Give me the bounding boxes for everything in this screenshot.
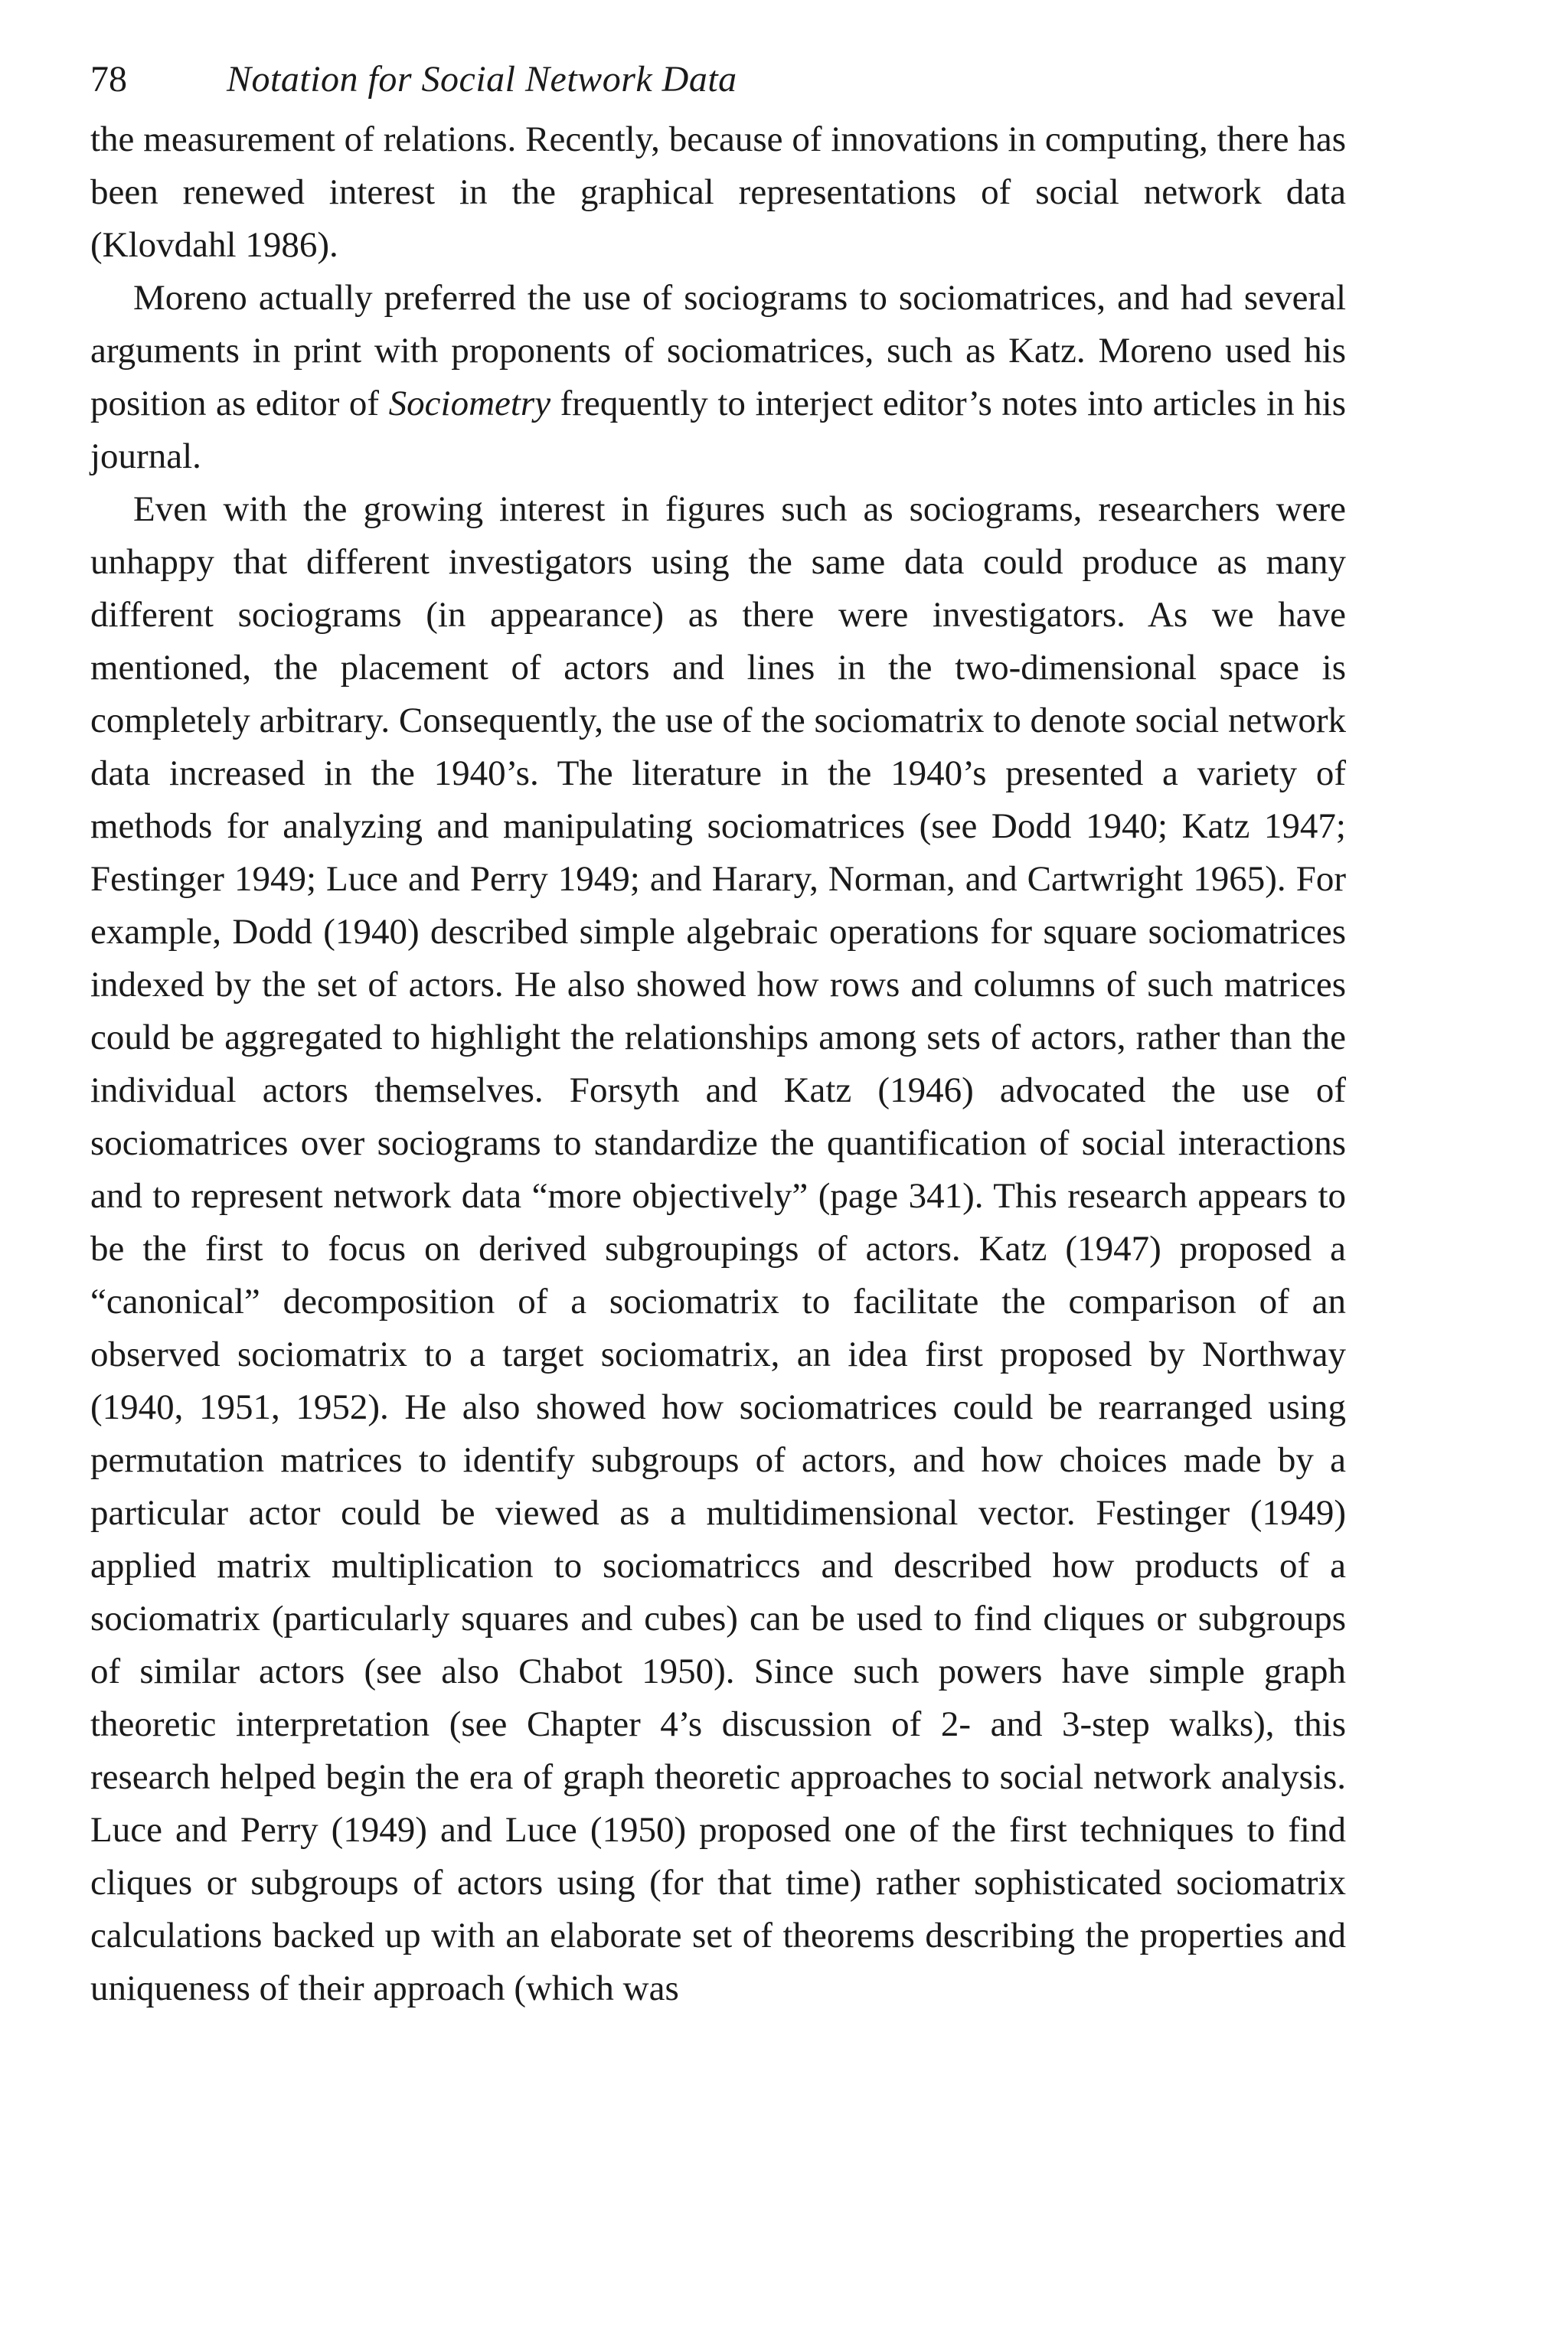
paragraph-moreno-text-before: Moreno actually preferred the use of sociograms to sociomatrices, and had several arguments in print with proponents of sociomatrices, such as Katz. Moreno used his position as editor of — [90, 278, 1346, 423]
journal-title-sociometry: Sociometry — [388, 384, 551, 423]
body-text — [90, 113, 1346, 2015]
paragraph-moreno — [90, 272, 1346, 483]
paragraph-sociomatrix-history: Even with the growing interest in figures such as sociograms, researchers were unhappy that different investigators using the same data could produce as many different sociograms (in appearance) as there were investigators. As we have mentioned, the placement of actors and lines in the two-dimensional space is completely arbitrary. Consequently, the use of the sociomatrix to denote social network data increased in the 1940’s. The literature in the 1940’s presented a variety of methods for analyzing and manipulating sociomatrices (see Dodd 1940; Katz 1947; Festinger 1949; Luce and Perry 1949; and Harary, Norman, and Cartwright 1965). For example, Dodd (1940) described simple algebraic operations for square sociomatrices indexed by the set of actors. He also showed how rows and columns of such matrices could be aggregated to highlight the relationships among sets of actors, rather than the individual actors themselves. Forsyth and Katz (1946) advocated the use of sociomatrices over sociograms to standardize the quantification of social interactions and to represent network data “more objectively” (page 341). This research appears to be the first to focus on derived subgroupings of actors. Katz (1947) proposed a “canonical” decomposition of a sociomatrix to facilitate the comparison of an observed sociomatrix to a target sociomatrix, an idea first proposed by Northway (1940, 1951, 1952). He also showed how sociomatrices could be rearranged using permutation matrices to identify subgroups of actors, and how choices made by a particular actor could be viewed as a multidimensional vector. Festinger (1949) applied matrix multiplication to sociomatriccs and described how products of a sociomatrix (particularly squares and cubes) can be used to find cliques or subgroups of similar actors (see also Chabot 1950). Since such powers have simple graph theoretic interpretation (see Chapter 4’s discussion of 2- and 3-step walks), this research helped begin the era of graph theoretic approaches to social network analysis. Luce and Perry (1949) and Luce (1950) proposed one of the first techniques to find cliques or subgroups of actors using (for that time) rather sophisticated sociomatrix calculations backed up with an elaborate set of theorems describing the properties and uniqueness of their approach (which was — [90, 489, 1346, 2008]
page-header — [90, 46, 1346, 113]
running-title: Notation for Social Network Data — [227, 59, 737, 100]
book-page — [90, 46, 1346, 2312]
paragraph-continued: the measurement of relations. Recently, because of innovations in computing, there has been renewed interest in the graphical representations of social network data (Klovdahl 1986). — [90, 119, 1346, 265]
paragraph-moreno-text-after: frequently to interject editor’s notes into articles in his journal. — [90, 384, 1346, 476]
page-number: 78 — [90, 59, 127, 100]
